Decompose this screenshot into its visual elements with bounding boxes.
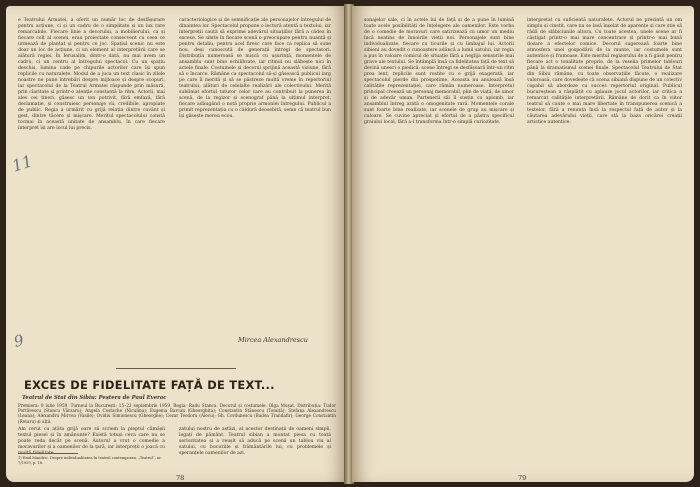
left-column-2: caracteriologice și de semnificație ale personajelor întregului de dinaintea lor. Spectacolul propune o lectură atentă a textului, iar interpreții caută să exprime adevărul situațiilor fără a cădea în excese. Se simte în fiecare scenă o preocupare pentru nuanță și pentru detaliu, pentru acel firesc care face ca replica să sune nou, deși cunoscută de generații întregi de spectatori. Distribuția numeroasă se mișcă cu ușurință, momentele de ansamblu sunt bine echilibrate, iar ritmul nu slăbește nici în actele finale. Costumele și decorul sprijină această viziune, fără să o încarce. Rămâne ca spectacolul să-și găsească publicul larg pe care îl merită și să se păstreze multă vreme în repertoriul teatrului, alături de celelalte realizări ale colectivului. Merită subliniat efortul tuturor celor care au contribuit la punerea în scenă, de la regizor și scenograf până la ultimul interpret, fiecare adăugând o notă proprie armoniei întregului. Publicul a primit reprezentația cu o căldură deosebită, semn că teatrul bun își găsește mereu ecou. — [179, 18, 331, 120]
page-number-right: 79 — [518, 474, 527, 482]
article-headline: EXCES DE FIDELITATE FAȚĂ DE TEXT... — [24, 378, 275, 392]
article-signature: Mircea Alexandrescu — [238, 336, 308, 344]
left-column-4: zatului nostru de astăzi, al acestor destinații de oameni simpli, legați de pământ. Teatrul sibian a montat piesa cu toată seriozitatea și a reușit să aducă pe scenă un tablou viu al satului, cu bucuriile și frământările lui, cu problemele și speranțele oamenilor de azi. — [179, 427, 331, 457]
handwritten-mark-bottom: 9 — [11, 331, 26, 351]
handwritten-mark-top: 11 — [9, 151, 35, 176]
left-column-1: e Teatrului Armatei, a oferit un număr loc de desfășurare pentru acțiune, ci și un cadru de o simplitate și un lux rare remarcabile. Fiecare linie a decorului, a mobilierului, ca și fiecare colț al scenei, erau proiectate consecvent cu ceea ce urmează de plantat și pentru ce joc. Spațiul scenic nu este doar un loc de acțiune, ci un element al interpretării care se alătură regiei. În Ierusalim, dintr-o dată, nu mai avem un cadru, ci un centru al întregului spectacol. Cu un spațiu deschis, lumina cade pe chipurile actorilor care își spun replicile cu naturalețe. Modul de a juca un text clasic în zilele noastre ne pune întrebări despre mijloace și despre scopuri, iar spectacolul de la Teatrul Armatei răspunde prin măsură, prin claritate și printr-o atenție constantă la ritm. Actorii, mai ales cei tineri, găsesc un ton potrivit, fără emfază, fără declamație, și construiesc personaje vii, credibile, apropiate de public. Regia a urmărit cu grijă relația dintre cuvânt și gest, dintre tăcere și mișcare. Meritul spectacolului constă tocmai în această unitate de ansamblu, în care fiecare interpret își are locul lui precis. — [18, 18, 165, 132]
page-number-left: 78 — [176, 474, 185, 482]
right-column-1: sonajelor sale, ci în actele lui de față și de a pune în lumină toate acele posibilități de înțelegere ale oamenilor. Este vorba de o comedie de moravuri care satirizează cu umor un mediu încă neatins de înnoirile vieții noi. Personajele sunt bine individualizate, fiecare cu ticurile și cu limbajul lui. Actorii sibieni au dovedit o cunoaștere adâncă a lumii satului, iar regia a pus în valoare comicul de situație fără a neglija sensurile mai grave ale textului. Se întâmplă însă ca fidelitatea față de text să devină uneori o piedică: scene întregi se desfășoară într-un ritm prea lent, replicile sunt rostite cu o grijă exagerată, iar spectacolul pierde din prospețime. Aceasta nu anulează însă calitățile reprezentației, care rămân numeroase. Interpretul principal creează un personaj memorabil, plin de viață, de umor și de adevăr uman. Partenerii săi îl susțin cu aplomb, iar ansamblul întreg arată o omogenitate rară. Momentele corale sunt foarte bine realizate, iar scenele de grup au mișcare și culoare. Se cuvine apreciat și efortul de a păstra specificul graiului local, fără a-l transforma într-o simplă curiozitate. — [364, 18, 514, 126]
footnote: 1) Emil Mandric, Despre individualitatea în teatrul contemporan, „Teatrul”, nr. 7/1959, p. 18. — [18, 456, 162, 465]
article-source-line: Teatrul de Stat din Sibiu: Peștera de Paul Everac — [22, 395, 167, 401]
left-column-3: Am cerut cu atâta grijă oare să scriem la pieptul cămășii textul piesei și în amănunte? Există totuși ceva care nu se poate reda decât pe scenă. Autorul a vrut o comedie a moravurilor și a oamenilor de la țară, iar interpreții o joacă cu — [18, 427, 165, 451]
right-column-2: interpretat cu suficientă naturalețe. Actorul ne prezintă un om simplu și cinstit, care nu se lasă înșelat de aparențe și care știe să râdă de slăbiciunile altora. Cu toate acestea, unele scene ar fi câștigat printr-o mai mare concentrare și printr-o mai bună dozare a efectelor comice. Decorul sugerează foarte bine atmosfera unei gospodării de la munte, iar costumele sunt autentice și frumoase. Este meritul regizorului de a fi găsit pentru fiecare act o tonalitate proprie, de la veselia primelor tablouri până la dramatismul scenei finale. Spectacolul Teatrului de Stat din Sibiu rămâne, cu toate observațiile făcute, o realizare valoroasă, care dovedește că scena sibiană dispune de un colectiv capabil să abordeze cu succes repertoriul original. Publicul bucureștean a răsplătit cu aplauze jocul actorilor, iar critica a remarcat calitățile interpretării. Rămâne de dorit ca în viitor teatrul să caute o mai mare libertate în transpunerea scenică a textelor, fără a renunța însă la respectul față de autor și la căutarea adevărului vieții, care stă la baza oricărei creații artistice autentice. — [527, 18, 682, 126]
right-page — [352, 6, 694, 482]
section-divider — [116, 368, 236, 369]
cast-credits: Premiera: 9 iulie 1959. Turneul la București: 15–22 septembrie 1959. Regia: Radu Stanca. Decorul și costumele: Olga Mușat. Distribuția: Tudor Portărescu (Stancu Vărzaru); Angela Costache (Niculina); Eugenia Barcan (Gheorghița); Constantin Stănescu (Tomiță); Ștefana Alexandrescu (Leana); Alexandru Mircea (Vasile); Ovidiu Simionescu (Gheorghe); Cezar Teodoru (Alecu); Gh. Cordunescu (Badea Trandafir); George Constantin (Rotaru) și alții. — [18, 403, 336, 424]
footnote-divider — [18, 453, 78, 454]
left-page — [6, 6, 346, 482]
